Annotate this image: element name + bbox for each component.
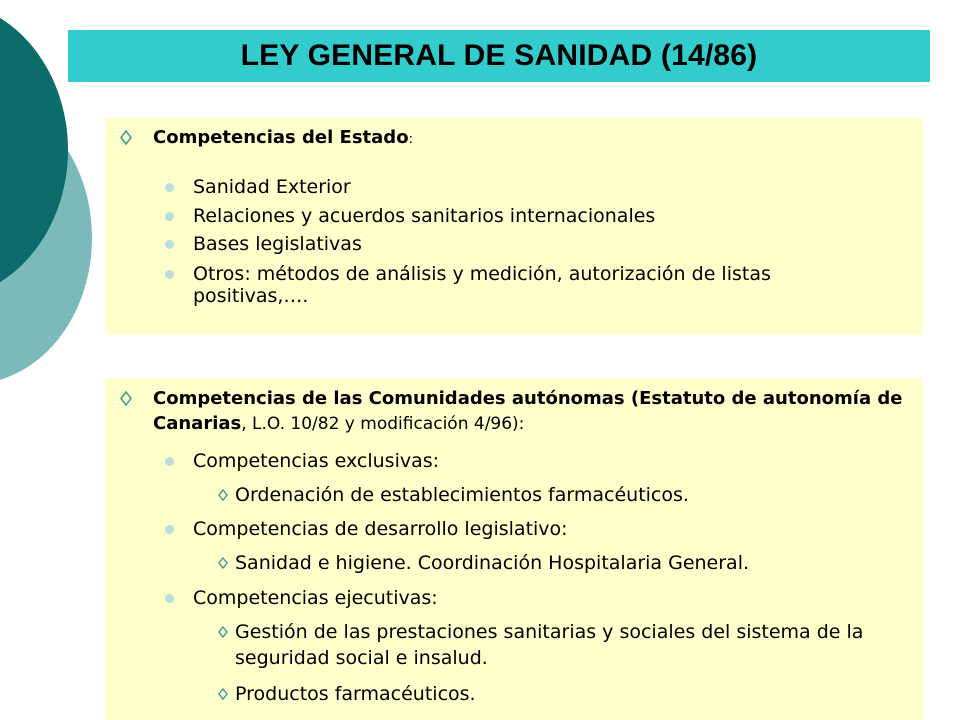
list-item: Gestión de las prestaciones sanitarias y sociales del sistema de la seguridad social e insalud. [215, 619, 873, 671]
autonomas-heading-row [115, 386, 915, 437]
list-item: Ordenación de establecimientos farmacéuticos. [215, 482, 893, 508]
list-item: Relaciones y acuerdos sanitarios internacionales [165, 205, 883, 227]
estado-heading: Competencias del Estado [153, 127, 409, 148]
list-item: Sanidad Exterior [165, 176, 883, 198]
estado-box [105, 118, 923, 335]
hollow-diamond-icon [115, 386, 137, 411]
autonomas-heading: Competencias de las Comunidades autónomas (Estatuto de autonomía de Canarias [153, 388, 903, 434]
hollow-diamond-icon [215, 485, 231, 505]
hollow-diamond-icon [215, 553, 231, 573]
list-item: Productos farmacéuticos. [215, 681, 893, 707]
dot-bullet-icon [165, 594, 174, 603]
dot-bullet-icon [165, 240, 174, 249]
list-item: Sanidad e higiene. Coordinación Hospitalaria General. [215, 550, 893, 576]
list-item: Otros: métodos de análisis y medición, autorización de listas positivas,…. [165, 263, 853, 307]
dot-bullet-icon [165, 183, 174, 192]
competence-group: Competencias exclusivas: [165, 450, 883, 472]
hollow-diamond-icon [115, 125, 137, 150]
title-bar [68, 30, 930, 82]
list-item: Bases legislativas [165, 233, 883, 255]
slide-title: LEY GENERAL DE SANIDAD (14/86) [240, 39, 758, 72]
competence-group: Competencias ejecutivas: [165, 587, 883, 609]
estado-heading-suffix: : [408, 132, 413, 147]
hollow-diamond-icon [215, 622, 231, 642]
estado-heading-row [115, 125, 915, 152]
hollow-diamond-icon [215, 684, 231, 704]
dot-bullet-icon [165, 525, 174, 534]
dot-bullet-icon [165, 457, 174, 466]
autonomas-box [105, 378, 923, 720]
dot-bullet-icon [165, 270, 174, 279]
competence-group: Competencias de desarrollo legislativo: [165, 518, 883, 540]
dot-bullet-icon [165, 212, 174, 221]
autonomas-heading-suffix: , L.O. 10/82 y modificación 4/96): [241, 414, 525, 434]
